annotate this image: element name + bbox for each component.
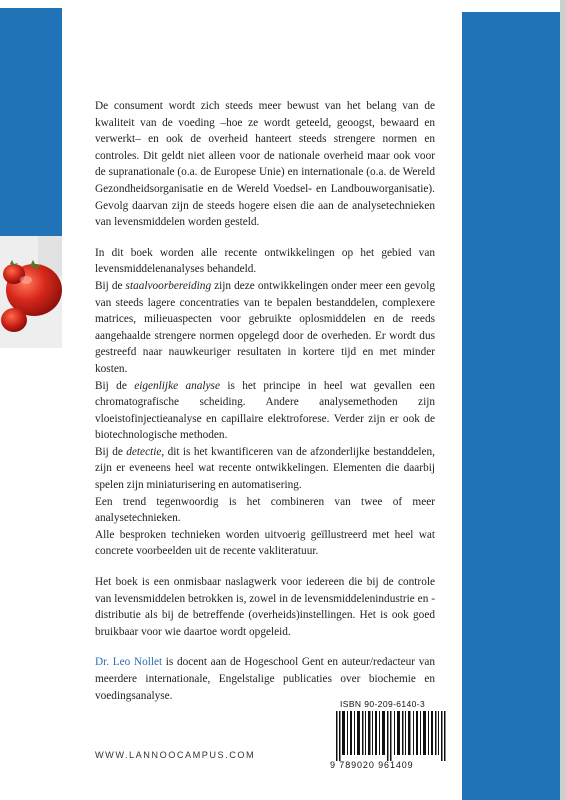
paragraph-trend: Een trend tegenwoordig is het combineren van twee of meer analysetechnieken.: [95, 495, 435, 525]
top-strip: [62, 0, 462, 12]
left-blue-band: [0, 8, 62, 236]
book-edge: [560, 0, 566, 800]
term-detectie: detectie: [126, 445, 162, 458]
term-staalvoorbereiding: staalvoorbereiding: [125, 279, 212, 292]
description-text: [95, 98, 435, 704]
ean-number: 9 789020 961409: [330, 760, 414, 770]
tomato-photo: [0, 236, 62, 348]
paragraph-eigenlijke-analyse: Bij de eigenlijke analyse is het principe in heel wat gevallen een chromatografische scheiding. Andere analysemethoden zijn vloeistofinjectieanalyse en capillaire elektroforese. Verder zijn er ook de biotechnologische methoden.: [95, 379, 435, 442]
term-eigenlijke-analyse: eigenlijke analyse: [134, 379, 220, 392]
right-blue-band: [462, 12, 560, 800]
paragraph-intro: In dit boek worden alle recente ontwikkelingen op het gebied van levensmiddelenanalyses behandeld.: [95, 246, 435, 276]
paragraph-detectie: Bij de detectie, dit is het kwantificeren van de afzonderlijke bestanddelen, zijn er eveneens heel wat recente ontwikkelingen. Elementen die daarbij spelen zijn miniaturisering en automatisering.: [95, 445, 436, 492]
paragraph-consumer: De consument wordt zich steeds meer bewust van het belang van de kwaliteit van de voeding –hoe ze wordt geteeld, geoogst, bewaard en verwerkt– en ook de overheid hanteert steeds strengere normen en controles. Dit geldt niet alleen voor de nationale overheid maar ook voor de supranationale (o.a. de Europese Unie) en internationale (o.a. de Wereld Gezondheidsorganisatie en de Wereld Voedsel- en Landbouworganisatie). Gevolg daarvan zijn de steeds hogere eisen die aan de analysetechnieken van levensmiddelen worden gesteld.: [95, 100, 435, 229]
isbn-number: ISBN 90-209-6140-3: [340, 699, 426, 709]
tomato-image: [0, 236, 62, 348]
paragraph-staalvoorbereiding: Bij de staalvoorbereiding zijn deze ontwikkelingen onder meer een gevolg van steeds lagere concentraties van te bepalen bestanddelen, complexere matrices, milieuaspecten voor gebruikte oplosmiddelen en de reeds aangehaalde strengere normen opgelegd door de overheden. Er wordt dus gestreefd naar nauwkeuriger resultaten in kortere tijd en met minder kosten.: [95, 279, 435, 375]
author-name: Dr. Leo Nollet: [95, 656, 163, 669]
paragraph-reference: Het boek is een onmisbaar naslagwerk voor iedereen die bij de controle van levensmiddelen betrokken is, zowel in de levensmiddelenindustrie en -distributie als bij de betreffende (overheids)instellingen. Het is ook goed bruikbaar voor wie daartoe wordt opgeleid.: [95, 576, 435, 638]
publisher-website: WWW.LANNOOCAMPUS.COM: [95, 750, 256, 760]
paragraph-author: Dr. Leo Nollet is docent aan de Hogeschool Gent en auteur/redacteur van meerdere internationale, Engelstalige publicaties over biochemie en voedingsanalyse.: [95, 656, 435, 702]
barcode-icon: [336, 711, 448, 761]
paragraph-illustrated: Alle besproken technieken worden uitvoerig geïllustreerd met heel wat concrete voorbeelden uit de recente vakliteratuur.: [95, 528, 435, 558]
